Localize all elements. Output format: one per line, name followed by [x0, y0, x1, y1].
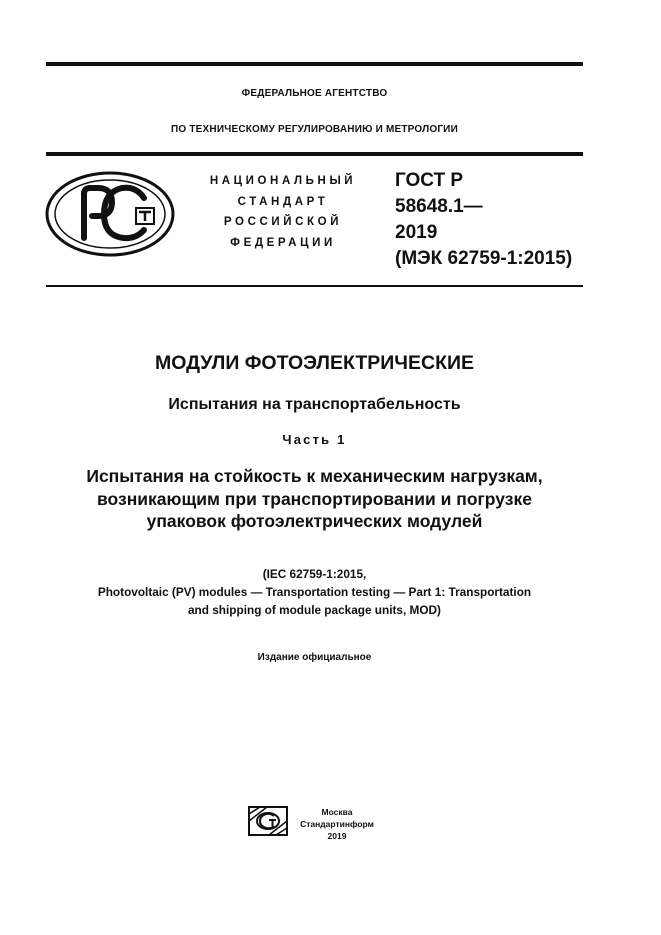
- standard-type: [190, 171, 376, 253]
- publisher-city: Москва: [321, 807, 353, 817]
- standard-type-line-2: СТАНДАРТ: [237, 195, 329, 208]
- main-title: МОДУЛИ ФОТОЭЛЕКТРИЧЕСКИЕ: [154, 352, 475, 374]
- standard-type-line-3: РОССИЙСКОЙ: [223, 216, 343, 228]
- part-title-line-1: Испытания на стойкость к механическим нагрузкам,: [86, 466, 543, 486]
- top-rule-thick: [46, 62, 583, 66]
- subtitle: Испытания на транспортабельность: [168, 396, 461, 413]
- iec-reference: [40, 565, 589, 619]
- standard-designation: [395, 168, 572, 272]
- part-title-line-3: упаковок фотоэлектрических модулей: [146, 511, 483, 531]
- publisher-logo-icon: [248, 806, 288, 836]
- publisher-year: 2019: [327, 831, 347, 841]
- publisher-name: Стандартинформ: [300, 819, 374, 829]
- iec-reference-line-2: Photovoltaic (PV) modules — Transportation testing — Part 1: Transportation: [97, 585, 532, 599]
- iec-reference-line-1: (IEC 62759-1:2015,: [262, 567, 367, 581]
- iec-reference-line-3: and shipping of module package units, MOD): [188, 603, 441, 617]
- designation-line-4: (МЭК 62759-1:2015): [395, 248, 573, 269]
- edition-note: Издание официальное: [257, 652, 372, 663]
- part-title-line-2: возникающим при транспортировании и погрузке: [97, 488, 532, 509]
- part-number: Часть 1: [282, 432, 347, 447]
- designation-line-3: 2019: [395, 222, 438, 243]
- gost-emblem-icon: [44, 170, 176, 258]
- standard-type-line-4: ФЕДЕРАЦИИ: [230, 236, 336, 249]
- header-bottom-rule: [46, 285, 583, 287]
- part-title: [40, 465, 589, 533]
- designation-line-2: 58648.1—: [395, 196, 483, 217]
- publisher-info: [292, 806, 382, 842]
- standard-type-line-1: НАЦИОНАЛЬНЫЙ: [209, 175, 357, 187]
- designation-line-1: ГОСТ Р: [395, 170, 464, 191]
- header-rule-thick: [46, 152, 583, 156]
- agency-line-1: ФЕДЕРАЛЬНОЕ АГЕНТСТВО: [241, 88, 388, 99]
- agency-line-2: ПО ТЕХНИЧЕСКОМУ РЕГУЛИРОВАНИЮ И МЕТРОЛОГИИ: [171, 124, 458, 135]
